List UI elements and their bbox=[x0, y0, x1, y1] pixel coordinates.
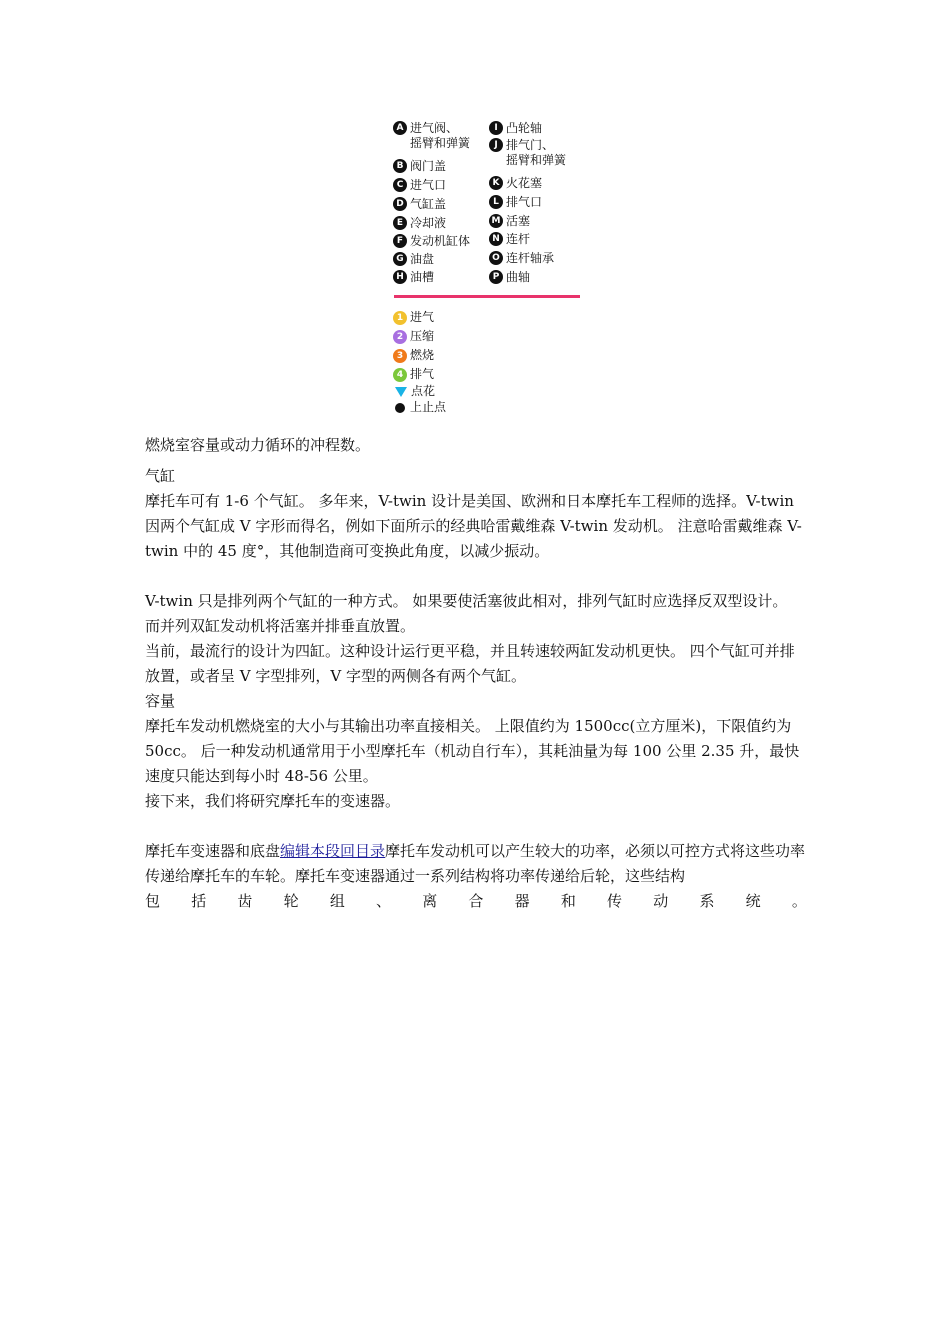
paragraph-vtwin: V-twin 只是排列两个气缸的一种方式。 如果要使活塞彼此相对，排列气缸时应选择反双型设计。 而并列双缸发动机将活塞并排垂直放置。 bbox=[145, 592, 788, 635]
char: 齿 bbox=[237, 892, 253, 910]
legend-label: 连杆 bbox=[506, 232, 531, 246]
legend-item-coolant bbox=[393, 216, 446, 231]
char: 、 bbox=[376, 892, 392, 910]
paragraph-capacity: 摩托车发动机燃烧室的大小与其输出功率直接相关。 上限值约为 1500cc(立方厘米)，下限值约为 50cc。 后一种发动机通常用于小型摩托车（机动自行车），其耗油量为每 100 公里 2.35 升，最快速度只能达到每小时 48-56 公里。 bbox=[145, 717, 800, 785]
spark-triangle-icon bbox=[395, 387, 407, 397]
legend-item-crankshaft bbox=[489, 270, 530, 285]
badge-o: O bbox=[489, 251, 503, 265]
char: 器 bbox=[514, 892, 530, 910]
article-body bbox=[145, 433, 807, 914]
char: 传 bbox=[607, 892, 623, 910]
char: 动 bbox=[653, 892, 669, 910]
legend-label: 进气口 bbox=[410, 178, 447, 192]
stage-label: 上止点 bbox=[410, 400, 447, 414]
legend-item-exhaust-port bbox=[489, 195, 542, 210]
legend-item-intake-port bbox=[393, 178, 446, 193]
badge-e: E bbox=[393, 216, 407, 230]
char: 括 bbox=[191, 892, 207, 910]
stage-label: 进气 bbox=[410, 310, 435, 324]
stage-badge-2: 2 bbox=[393, 330, 407, 344]
badge-k: K bbox=[489, 176, 503, 190]
stage-label: 压缩 bbox=[410, 329, 435, 343]
legend-item-piston bbox=[489, 214, 530, 229]
tdc-dot-icon bbox=[395, 403, 405, 413]
stage-label: 点花 bbox=[411, 384, 436, 398]
badge-i: I bbox=[489, 121, 503, 135]
legend-label: 进气阀、 摇臂和弹簧 bbox=[410, 121, 471, 150]
badge-m: M bbox=[489, 214, 503, 228]
back-to-toc-link[interactable]: 回目录 bbox=[340, 842, 386, 860]
legend-label: 排气门、 摇臂和弹簧 bbox=[506, 138, 567, 167]
legend-item-engine-block bbox=[393, 234, 470, 249]
stage-tdc bbox=[393, 400, 446, 415]
char: 统 bbox=[745, 892, 761, 910]
legend-label: 油盘 bbox=[410, 252, 435, 266]
paragraph-transmission bbox=[145, 839, 807, 889]
stage-compression bbox=[393, 329, 434, 344]
legend-label: 曲轴 bbox=[506, 270, 531, 284]
char: 系 bbox=[699, 892, 715, 910]
stage-badge-1: 1 bbox=[393, 311, 407, 325]
legend-label: 阀门盖 bbox=[410, 159, 447, 173]
char: 离 bbox=[422, 892, 438, 910]
legend-item-oil-pan bbox=[393, 252, 434, 267]
section-title: 摩托车变速器和底盘 bbox=[145, 842, 281, 860]
stage-exhaust bbox=[393, 367, 434, 382]
edit-section-link[interactable]: 编辑本段 bbox=[280, 842, 341, 860]
stage-spark bbox=[393, 384, 435, 399]
stage-combustion bbox=[393, 348, 434, 363]
badge-f: F bbox=[393, 234, 407, 248]
heading-cylinder: 气缸 bbox=[145, 467, 176, 485]
stage-intake bbox=[393, 310, 434, 325]
paragraph-intro: 燃烧室容量或动力循环的冲程数。 bbox=[145, 436, 371, 454]
legend-item-camshaft bbox=[489, 121, 542, 136]
justified-last-line bbox=[145, 889, 807, 914]
legend-item-oil-sump bbox=[393, 270, 434, 285]
legend-item-exhaust-valve bbox=[489, 138, 566, 168]
badge-b: B bbox=[393, 159, 407, 173]
char: 合 bbox=[468, 892, 484, 910]
legend-label: 油槽 bbox=[410, 270, 435, 284]
badge-l: L bbox=[489, 195, 503, 209]
paragraph-cylinders: 摩托车可有 1-6 个气缸。 多年来，V-twin 设计是美国、欧洲和日本摩托车工程师的选择。V-twin 因两个气缸成 V 字形而得名，例如下面所示的经典哈雷戴维森 V-twin 发动机。 注意哈雷戴维森 V-twin 中的 45 度°，其他制造商可变换此角度，以减少振动。 bbox=[145, 492, 802, 560]
heading-capacity: 容量 bbox=[145, 692, 176, 710]
badge-d: D bbox=[393, 197, 407, 211]
badge-a: A bbox=[393, 121, 407, 135]
legend-item-valve-cover bbox=[393, 159, 446, 174]
badge-h: H bbox=[393, 270, 407, 284]
paragraph-next: 接下来，我们将研究摩托车的变速器。 bbox=[145, 792, 401, 810]
stage-badge-4: 4 bbox=[393, 368, 407, 382]
badge-c: C bbox=[393, 178, 407, 192]
legend-label: 活塞 bbox=[506, 214, 531, 228]
paragraph-four-cylinder: 当前，最流行的设计为四缸。这种设计运行更平稳，并且转速较两缸发动机更快。 四个气缸可并排放置，或者呈 V 字型排列，V 字型的两侧各有两个气缸。 bbox=[145, 642, 795, 685]
char: 。 bbox=[791, 892, 807, 910]
legend-item-connecting-rod bbox=[489, 232, 530, 247]
stage-badge-3: 3 bbox=[393, 349, 407, 363]
legend-label: 排气口 bbox=[506, 195, 543, 209]
legend-label: 火花塞 bbox=[506, 176, 543, 190]
char: 和 bbox=[560, 892, 576, 910]
legend-label: 发动机缸体 bbox=[410, 234, 471, 248]
stage-label: 燃烧 bbox=[410, 348, 435, 362]
char: 组 bbox=[329, 892, 345, 910]
badge-j: J bbox=[489, 138, 503, 152]
stage-label: 排气 bbox=[410, 367, 435, 381]
badge-g: G bbox=[393, 252, 407, 266]
legend-item-spark-plug bbox=[489, 176, 542, 191]
legend-label: 冷却液 bbox=[410, 216, 447, 230]
char: 轮 bbox=[283, 892, 299, 910]
legend-item-cylinder-head bbox=[393, 197, 446, 212]
legend-item-rod-bearing bbox=[489, 251, 554, 266]
badge-n: N bbox=[489, 232, 503, 246]
legend-label: 连杆轴承 bbox=[506, 251, 555, 265]
char: 包 bbox=[145, 892, 161, 910]
legend-item-intake-valve bbox=[393, 121, 470, 151]
badge-p: P bbox=[489, 270, 503, 284]
legend-label: 气缸盖 bbox=[410, 197, 447, 211]
transmission-text: 摩托车发动机可以产生较大的功率，必须以可控方式将这些功率传递给摩托车的车轮。摩托车变速器通过一系列结构将功率传递给后轮，这些结构 bbox=[145, 842, 806, 885]
legend-label: 凸轮轴 bbox=[506, 121, 543, 135]
legend-divider bbox=[394, 295, 580, 298]
